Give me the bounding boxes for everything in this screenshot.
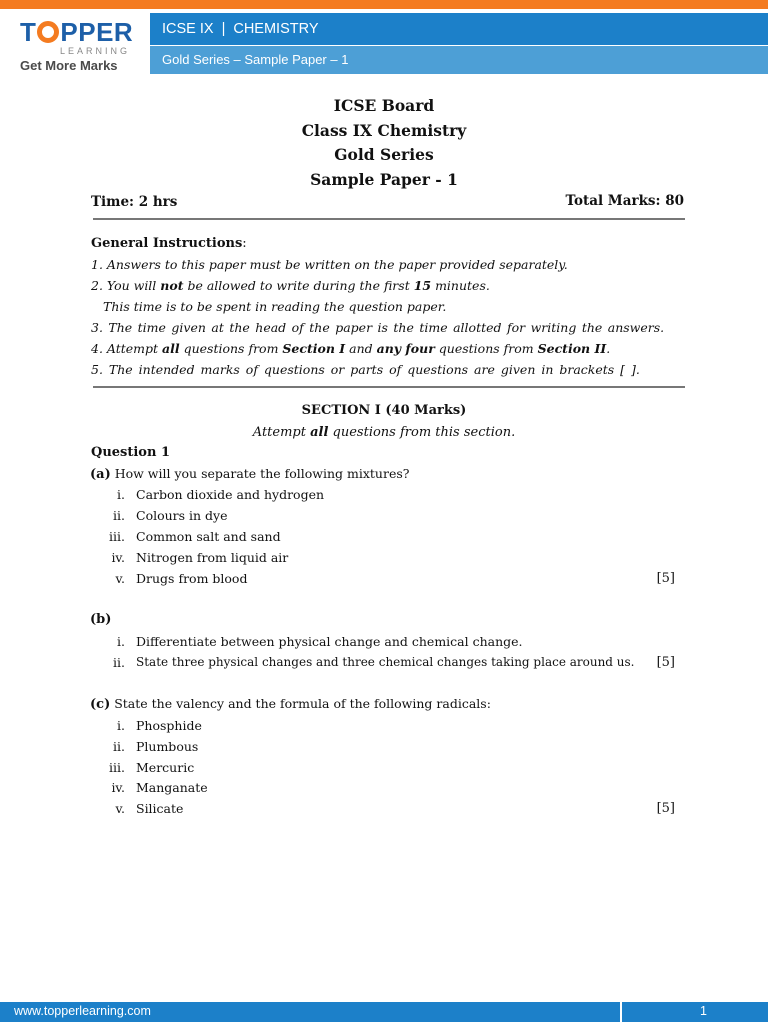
part-b <box>90 612 111 627</box>
total-marks: Total Marks: 80 <box>565 193 684 209</box>
item-number: i. <box>117 718 125 733</box>
list-item <box>90 550 690 568</box>
logo-letters-pper: PPER <box>60 17 134 47</box>
list-item <box>90 801 690 819</box>
item-number: ii. <box>113 508 125 523</box>
brand-logo <box>0 9 150 77</box>
instruction-1: 1. Answers to this paper must be written on the paper provided separately. <box>91 257 568 272</box>
header-subject-bar <box>150 13 768 45</box>
list-item <box>90 571 690 589</box>
item-text: Drugs from blood <box>136 571 248 586</box>
item-number: ii. <box>113 739 125 754</box>
item-text: Silicate <box>136 801 184 816</box>
instruction-4-part: questions from <box>179 341 283 356</box>
title-series: Gold Series <box>334 145 434 164</box>
logo-tagline: Get More Marks <box>20 58 118 73</box>
section-sub-part: Attempt <box>252 425 311 440</box>
part-c-text: State the valency and the formula of the following radicals: <box>110 696 491 711</box>
question-heading: Question 1 <box>91 445 171 460</box>
list-item <box>90 487 690 505</box>
logo-subtitle: LEARNING <box>60 46 131 56</box>
footer-website-link[interactable]: www.topperlearning.com <box>14 1004 151 1018</box>
section-heading: SECTION I (40 Marks) <box>301 403 467 418</box>
instruction-4-emphasis: Section II <box>537 341 607 356</box>
marks-b: [5] <box>656 655 675 670</box>
item-text: Plumbous <box>136 739 199 754</box>
item-number: iii. <box>109 760 125 775</box>
title-class: Class IX Chemistry <box>301 121 467 140</box>
header-class: ICSE IX <box>162 21 214 37</box>
item-number: v. <box>115 801 125 816</box>
logo-letter-t: T <box>20 17 37 47</box>
item-text: Mercuric <box>136 760 195 775</box>
list-item <box>90 634 690 652</box>
item-number: i. <box>117 487 125 502</box>
time-allowed: Time: 2 hrs <box>91 194 178 210</box>
instruction-4-part: and <box>345 341 377 356</box>
list-item <box>90 780 690 798</box>
logo-o-ring-icon <box>37 21 59 43</box>
page-number: 1 <box>700 1004 707 1018</box>
divider-top <box>93 218 685 220</box>
item-number: v. <box>115 571 125 586</box>
instruction-2-emphasis: not <box>160 278 184 293</box>
section-sub-emphasis: all <box>310 425 329 440</box>
instruction-2-minutes: 15 <box>413 278 432 293</box>
item-number: iv. <box>111 780 125 795</box>
item-text: Nitrogen from liquid air <box>136 550 289 565</box>
instructions-heading-text: General Instructions <box>91 236 243 251</box>
instruction-2-part: minutes. <box>431 278 490 293</box>
instruction-5: 5. The intended marks of questions or parts of questions are given in brackets [ ]. <box>91 362 640 377</box>
list-item <box>90 508 690 526</box>
instruction-4-part: 4. Attempt <box>91 341 163 356</box>
marks-a: [5] <box>656 571 675 586</box>
item-text: Common salt and sand <box>136 529 281 544</box>
instruction-4 <box>91 341 610 356</box>
marks-c: [5] <box>656 801 675 816</box>
instruction-2 <box>91 278 490 293</box>
item-text: State three physical changes and three chemical changes taking place around us. <box>136 655 635 669</box>
instruction-2-continued: This time is to be spent in reading the question paper. <box>103 299 447 314</box>
item-number: i. <box>117 634 125 649</box>
item-number: iii. <box>109 529 125 544</box>
list-item <box>90 718 690 736</box>
instruction-4-part: questions from <box>434 341 538 356</box>
logo-wordmark <box>20 19 133 45</box>
header-separator: | <box>221 21 226 37</box>
instruction-2-part: be allowed to write during the first <box>183 278 414 293</box>
instructions-heading <box>91 236 247 251</box>
section-sub-part: questions from this section. <box>328 425 516 440</box>
instructions-heading-colon: : <box>242 236 247 251</box>
item-text: Colours in dye <box>136 508 228 523</box>
instruction-4-emphasis: all <box>162 341 180 356</box>
list-item <box>90 760 690 778</box>
footer-bar <box>0 1002 768 1022</box>
section-subheading <box>0 425 768 440</box>
header-series-bar <box>150 46 768 74</box>
item-number: iv. <box>111 550 125 565</box>
list-item <box>90 739 690 757</box>
instruction-4-emphasis: any four <box>376 341 435 356</box>
top-accent-strip <box>0 0 768 9</box>
item-text: Differentiate between physical change and chemical change. <box>136 634 523 649</box>
list-item <box>90 655 690 673</box>
header-series: Gold Series – Sample Paper – 1 <box>162 52 349 67</box>
part-c <box>90 696 491 712</box>
part-a <box>90 466 409 482</box>
instruction-2-part: 2. You will <box>91 278 161 293</box>
part-b-label: (b) <box>90 612 112 627</box>
part-a-label: (a) <box>90 467 111 482</box>
title-board: ICSE Board <box>333 96 435 115</box>
footer-divider <box>620 1002 622 1022</box>
part-a-text: How will you separate the following mixtures? <box>110 466 410 481</box>
title-paper: Sample Paper - 1 <box>310 170 458 189</box>
divider-instructions <box>93 386 685 388</box>
instruction-4-part: . <box>606 341 611 356</box>
instruction-3: 3. The time given at the head of the paper is the time allotted for writing the answers. <box>91 320 665 335</box>
item-text: Manganate <box>136 780 208 795</box>
item-text: Phosphide <box>136 718 202 733</box>
part-c-label: (c) <box>90 697 111 712</box>
item-number: ii. <box>113 655 125 670</box>
instruction-4-emphasis: Section I <box>282 341 346 356</box>
header-subject: CHEMISTRY <box>233 21 319 37</box>
item-text: Carbon dioxide and hydrogen <box>136 487 325 502</box>
list-item <box>90 529 690 547</box>
